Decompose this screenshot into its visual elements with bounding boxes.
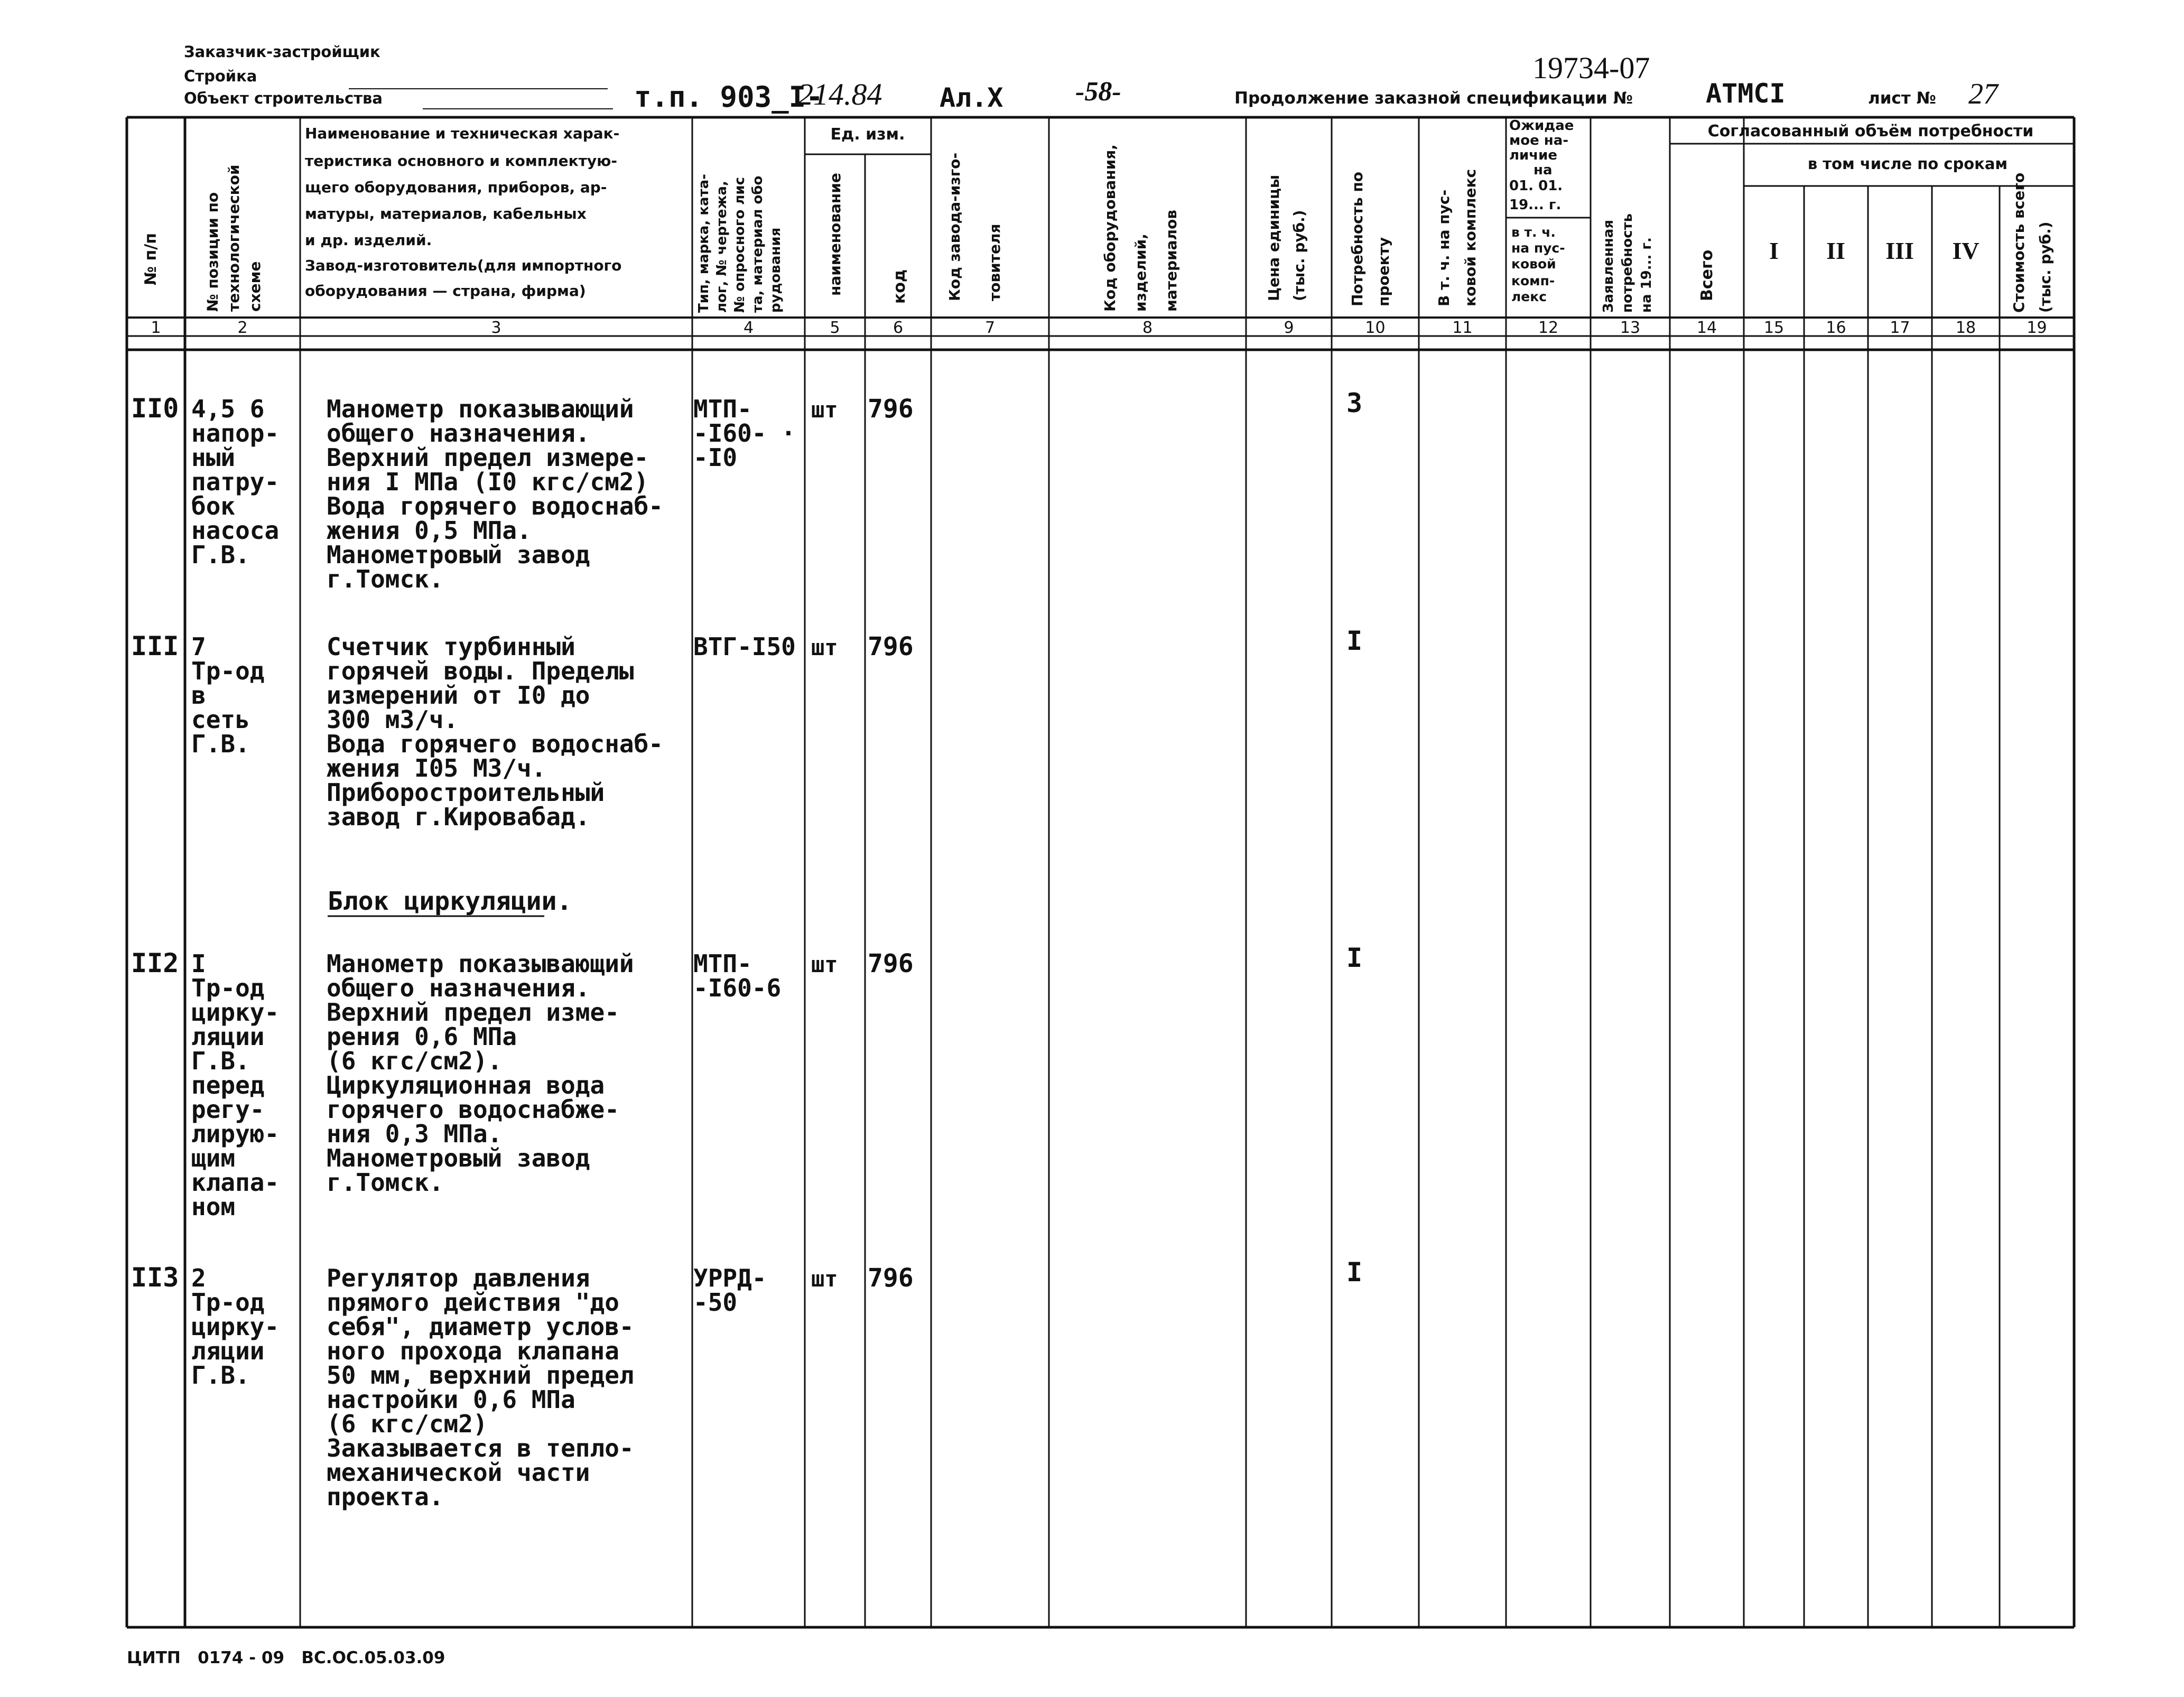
position-line: цирку- [191,1312,280,1341]
column-number: 19 [2027,319,2047,337]
column-number: 1 [151,319,161,337]
description-line: Манометровый завод [327,1144,590,1172]
col-header-expected-launch-3: ковой [1511,256,1556,272]
col-header-number: № п/п [142,233,160,285]
col-header-expected-4: на [1534,162,1553,178]
spec-code: АТМСI [1706,78,1786,109]
description-line: (6 кгс/см2). [327,1047,503,1075]
unit-code: 796 [868,949,914,978]
col-header-declared-1: Заявленная [1601,219,1616,313]
col-header-code-2: изделий, [1132,234,1149,312]
description-line: (6 кгс/см2) [327,1410,488,1438]
unit-code: 796 [868,1263,914,1293]
column-number: 11 [1452,319,1473,337]
col-header-total: Всего [1698,249,1716,301]
col-header-term-4: IV [1952,237,1979,264]
column-number: 5 [830,319,840,337]
position-line: 4,5 6 [191,395,265,423]
position-line: патру- [191,468,280,496]
col-header-type-3: № опросного лис [732,176,748,313]
column-number: 6 [893,319,904,337]
unit-name: шт [811,635,838,660]
unit-code: 796 [868,632,914,661]
sheet-label: лист № [1868,89,1936,108]
standard-design-number: т.п. 903_I- [634,80,823,114]
col-header-name-2: теристика основного и комплектую- [305,152,617,170]
customer-label: Заказчик-застройщик [184,43,380,61]
description-line: 50 мм, верхний предел [327,1361,634,1390]
position-line: регу- [191,1095,265,1124]
description-line: проекта. [327,1482,444,1511]
col-header-declared-3: на 19... г. [1639,237,1655,313]
description-line: Регулятор давления [327,1264,590,1292]
position-line: бок [191,492,236,520]
description-line: Заказывается в тепло- [327,1434,634,1462]
col-header-position-2: технологической [225,164,243,312]
col-header-position-3: схеме [246,261,264,312]
footer-code: ЦИТП 0174 - 09 ВС.ОС.05.03.09 [127,1648,445,1667]
col-header-expected-launch-4: комп- [1511,273,1555,288]
document-number: 19734-07 [1532,51,1650,85]
column-number: 13 [1620,319,1641,337]
col-header-expected-launch-1: в т. ч. [1511,225,1556,240]
col-header-expected-6: 19... г. [1509,197,1562,213]
position-line: 7 [191,632,206,661]
description-line: ния 0,3 МПа. [327,1120,503,1148]
project-need: I [1346,1257,1363,1288]
column-number: 18 [1955,319,1976,337]
type-line: МТП- [693,395,752,423]
col-header-unit-code: код [890,269,909,304]
column-number: 3 [491,319,501,337]
project-need: I [1346,626,1363,656]
position-line: Г.В. [191,730,250,758]
col-header-term-1: I [1769,237,1779,264]
column-number: 16 [1826,319,1846,337]
col-header-name-4: матуры, материалов, кабельных [305,205,587,222]
position-line: ляции [191,1022,265,1051]
row-number: III [131,631,179,661]
description-line: Манометр показывающий [327,395,634,423]
position-line: 2 [191,1264,206,1292]
column-number: 9 [1284,319,1294,337]
description-line: Верхний предел измере- [327,443,649,472]
type-line: -I60- · [693,419,796,447]
description-line: Вода горячего водоснаб- [327,492,663,520]
position-line: ляции [191,1337,265,1365]
col-header-name-1: Наименование и техническая харак- [305,125,620,142]
position-line: Тр-од [191,974,265,1002]
col-header-launch-1: В т. ч. на пус- [1435,189,1453,306]
col-header-type-2: лог, № чертежа, [714,181,730,313]
standard-design-handwritten: 214.84 [798,77,882,111]
description-line: измерений от I0 до [327,681,590,710]
column-number: 14 [1696,319,1717,337]
unit-name: шт [811,397,838,423]
description-line: Верхний предел изме- [327,998,619,1027]
col-header-name-5: и др. изделий. [305,231,432,249]
description-line: жения 0,5 МПа. [327,516,532,545]
col-header-expected-1: Ожидае [1509,118,1574,134]
column-number: 17 [1890,319,1910,337]
position-line: напор- [191,419,280,447]
column-number: 12 [1538,319,1559,337]
column-headers [142,118,2054,337]
col-header-expected-5: 01. 01. [1509,178,1563,194]
description-line: Циркуляционная вода [327,1071,605,1099]
col-header-type-4: та, материал обо [750,175,766,313]
position-line: Тр-од [191,657,265,685]
position-line: Тр-од [191,1288,265,1317]
col-header-term-2: II [1826,237,1845,264]
col-header-cost-2: (тыс. руб.) [2037,221,2054,313]
col-header-expected-3: личие [1509,147,1557,163]
description-line: ния I МПа (I0 кгс/см2) [327,468,649,496]
description-line: завод г.Кировабад. [327,803,590,831]
table-row [131,943,1362,1221]
position-line: перед [191,1071,265,1099]
col-header-name-7: оборудования — страна, фирма) [305,282,586,300]
position-line: клапа- [191,1168,280,1197]
row-number: II0 [131,393,179,424]
column-number: 15 [1763,319,1785,337]
col-header-unit-name: наименование [826,173,844,296]
col-header-position-1: № позиции по [204,192,221,312]
column-number-row [151,319,2047,337]
column-number: 4 [743,319,754,337]
description-line: горячей воды. Пределы [327,657,634,685]
col-header-price-2: (тыс. руб.) [1290,210,1308,301]
col-header-term-3: III [1885,237,1914,264]
description-line: общего назначения. [327,419,590,447]
object-label: Объект строительства [184,89,383,107]
table-row [131,626,1362,831]
type-line: -I60-6 [693,974,782,1002]
unit-name: шт [811,1266,838,1292]
type-line: -50 [693,1288,738,1317]
description-line: 300 м3/ч. [327,705,459,734]
col-header-price-1: Цена единицы [1265,174,1282,301]
continuation-label: Продолжение заказной спецификации № [1234,89,1633,108]
position-line: насоса [191,516,280,545]
sheet-header [184,43,1999,114]
position-line: I [191,949,206,978]
position-line: щим [191,1144,236,1172]
position-line: в [191,681,206,710]
col-header-maker-2: товителя [986,223,1003,301]
position-line: Г.В. [191,1361,250,1390]
row-number: II3 [131,1262,179,1293]
description-line: механической части [327,1458,590,1487]
col-header-code-1: Код оборудования, [1101,144,1119,312]
sheet-number: 27 [1968,78,1998,110]
col-header-expected-2: мое на- [1509,133,1569,148]
description-line: настройки 0,6 МПа [327,1385,575,1414]
description-line: общего назначения. [327,974,590,1002]
unit-group-header: Ед. изм. [830,125,905,144]
column-number: 10 [1365,319,1386,337]
description-line: Приборостроительный [327,778,605,807]
col-header-code-3: материалов [1163,209,1180,312]
col-header-type-5: рудования [768,227,784,313]
table-row [131,1257,1362,1511]
unit-code: 796 [868,394,914,424]
col-header-need-1: Потребность по [1349,172,1366,306]
album-number: Ал.Х [940,82,1003,113]
section-heading [328,887,572,916]
col-header-name-6: Завод-изготовитель(для импортного [305,257,622,274]
col-header-expected-launch-5: лекс [1511,289,1547,304]
description-line: Счетчик турбинный [327,632,575,661]
description-line: Вода горячего водоснаб- [327,730,663,758]
col-header-declared-2: потребность [1620,213,1635,313]
agreed-volume-header: Согласованный объём потребности [1707,122,2034,141]
col-header-maker-1: Код завода-изго- [946,152,963,301]
column-number: 8 [1142,319,1153,337]
type-line: -I0 [693,443,738,472]
description-line: Манометр показывающий [327,949,634,978]
column-number: 7 [984,319,996,337]
position-line: лирую- [191,1120,280,1148]
position-line: ном [191,1192,236,1221]
col-header-need-2: проекту [1375,237,1392,306]
specification-rows [131,388,1362,1511]
position-line: Г.В. [191,540,250,569]
col-header-name-3: щего оборудования, приборов, ар- [305,179,607,196]
description-line: прямого действия "до [327,1288,619,1317]
description-line: себя", диаметр услов- [327,1312,634,1341]
page-marker: -58- [1075,77,1121,107]
col-header-cost-1: Стоимость всего [2010,172,2028,313]
col-header-expected-launch-2: на пус- [1511,240,1565,256]
description-line: г.Томск. [327,1168,444,1197]
description-line: горячего водоснабже- [327,1095,619,1124]
col-header-type-1: Тип, марка, ката- [696,174,712,313]
row-number: II2 [131,948,179,978]
position-line: цирку- [191,998,280,1027]
description-line: жения I05 М3/ч. [327,754,546,782]
description-line: ного прохода клапана [327,1337,619,1365]
by-terms-header: в том числе по срокам [1807,155,2008,173]
section-title: Блок циркуляции. [328,887,572,916]
unit-name: шт [811,952,838,977]
col-header-launch-2: ковой комплекс [1462,169,1479,306]
position-line: сеть [191,705,250,734]
description-line: рения 0,6 МПа [327,1022,517,1051]
project-need: 3 [1346,388,1363,418]
type-line: УРРД- [693,1264,767,1292]
table-row [131,388,1362,593]
position-line: ный [191,443,236,472]
type-line: МТП- [693,949,752,978]
description-line: Манометровый завод [327,540,590,569]
description-line: г.Томск. [327,565,444,593]
project-need: I [1346,943,1363,973]
site-label: Стройка [184,67,257,85]
column-number: 2 [237,319,248,337]
position-line: Г.В. [191,1047,250,1075]
type-line: ВТГ-I50 [693,632,796,661]
